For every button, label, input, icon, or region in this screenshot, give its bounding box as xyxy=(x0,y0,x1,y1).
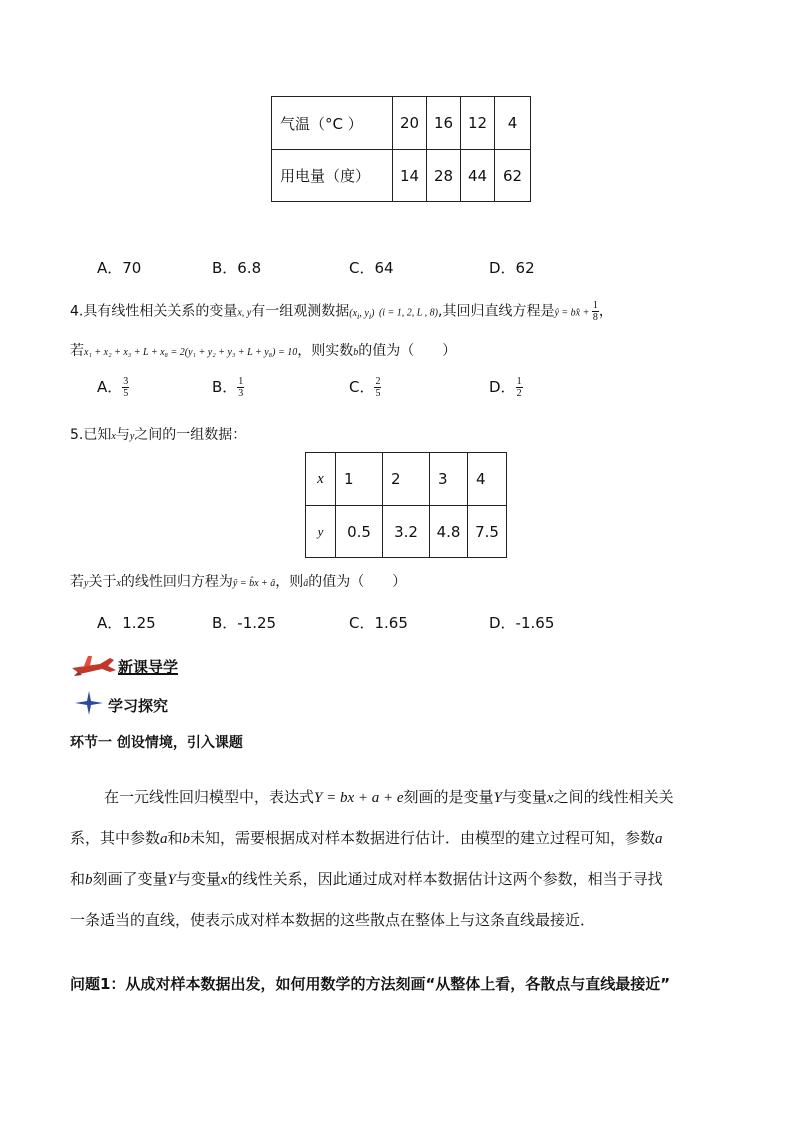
table-cell: 62 xyxy=(495,150,531,202)
q4-option-a[interactable]: A． $\frac{3}{5}$ xyxy=(97,376,129,399)
table-row-label: y xyxy=(306,506,336,558)
table-cell: 16 xyxy=(427,97,461,150)
paragraph-line: 一条适当的直线，使表示成对样本数据的这些散点在整体上与这条直线最接近． xyxy=(70,911,596,929)
table-cell: 0.5 xyxy=(336,506,383,558)
q5-stem: 5.已知x与y之间的一组数据： xyxy=(70,427,247,443)
table-cell: 28 xyxy=(427,150,461,202)
paragraph-line: 和b刻画了变量Y与变量x的线性关系，因此通过成对样本数据估计这两个参数，相当于寻找 xyxy=(70,870,663,888)
table-cell: 12 xyxy=(461,97,495,150)
paragraph-line: 系，其中参数a和b未知，需要根据成对样本数据进行估计．由模型的建立过程可知，参数a xyxy=(70,829,663,847)
section-new-lesson: 新课导学 xyxy=(70,648,210,678)
q3-option-a[interactable]: A．70 xyxy=(97,259,142,277)
section-study: 学习探究 xyxy=(74,690,214,716)
q4-stem-line1: 4.具有线性相关关系的变量x, y有一组观测数据($x_i$, $y_i$) (i = 1, 2, L , 8),其回归直线方程是ŷ = bx̂ + $\frac{1}{8}$ ， xyxy=(70,300,613,323)
intro-paragraph xyxy=(70,777,730,940)
q4-stem-line2: 若x₁ + x₂ + x₃ + L + x₈ = 2(y₁ + y₂ + y₃ + L + y₈) = 10，则实数b的值为（ ） xyxy=(70,343,457,359)
q5-option-b[interactable]: B．-1.25 xyxy=(212,614,277,632)
q3-option-b[interactable]: B．6.8 xyxy=(212,259,262,277)
stage-one-heading: 环节一 创设情境，引入课题 xyxy=(70,735,243,751)
q5-question: 若y关于x的线性回归方程为ŷ = b̂x + â，则â的值为（ ） xyxy=(70,574,407,590)
table-cell: 14 xyxy=(393,150,427,202)
table-cell: 1 xyxy=(336,453,383,506)
q3-option-c[interactable]: C．64 xyxy=(349,259,394,277)
table-row-label: 用电量（度） xyxy=(272,150,393,202)
q5-option-c[interactable]: C．1.65 xyxy=(349,614,408,632)
table-cell: 7.5 xyxy=(468,506,507,558)
table-cell: 4 xyxy=(495,97,531,150)
star-icon xyxy=(74,690,104,716)
table-cell: 3.2 xyxy=(383,506,430,558)
table-row-label: 气温（°C ） xyxy=(272,97,393,150)
plane-icon xyxy=(70,648,118,678)
table-cell: 20 xyxy=(393,97,427,150)
q4-eq-fraction: $\frac{1}{8}$ xyxy=(592,300,598,323)
q4-option-d[interactable]: D． $\frac{1}{2}$ xyxy=(489,376,522,399)
table-cell: 3 xyxy=(430,453,468,506)
q4-option-b[interactable]: B． $\frac{1}{3}$ xyxy=(212,376,244,399)
q3-option-d[interactable]: D．62 xyxy=(489,259,535,277)
table-row-label: x xyxy=(306,453,336,506)
q5-option-d[interactable]: D．-1.65 xyxy=(489,614,555,632)
temperature-power-table xyxy=(271,96,531,202)
table-cell: 44 xyxy=(461,150,495,202)
table-cell: 4 xyxy=(468,453,507,506)
table-cell: 4.8 xyxy=(430,506,468,558)
table-cell: 2 xyxy=(383,453,430,506)
q4-option-c[interactable]: C． $\frac{2}{5}$ xyxy=(349,376,381,399)
q5-option-a[interactable]: A．1.25 xyxy=(97,614,156,632)
xy-data-table xyxy=(305,452,507,558)
paragraph-line: 在一元线性回归模型中，表达式Y = bx + a + e刻画的是变量Y与变量x之间的线性相关关 xyxy=(104,788,674,806)
question-1: 问题1：从成对样本数据出发，如何用数学的方法刻画“从整体上看，各散点与直线最接近” xyxy=(70,975,671,993)
